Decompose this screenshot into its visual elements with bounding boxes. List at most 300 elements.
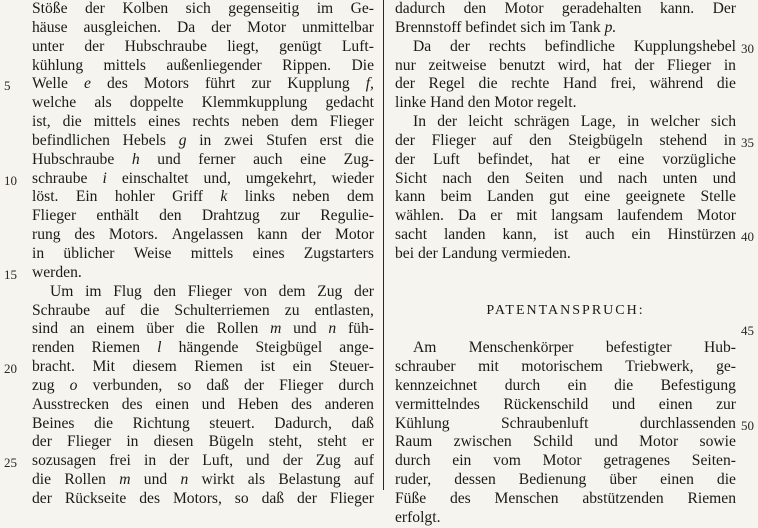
word: sacht [395, 226, 428, 244]
word: Rückseite [64, 489, 127, 507]
word: im [549, 18, 570, 36]
word: Kupplungshebel [633, 37, 736, 55]
word: Ausstrecken [32, 395, 110, 413]
text-line [395, 170, 736, 189]
text-line [32, 94, 374, 113]
word: hat [550, 150, 571, 168]
word: Hebels [122, 131, 166, 149]
text-line [32, 320, 374, 339]
line-number-left: 5 [4, 78, 11, 94]
word: zur [251, 75, 272, 93]
word: Füße [395, 489, 427, 507]
word: der [354, 282, 374, 300]
word: Zug [315, 452, 341, 470]
blank-line [395, 264, 736, 283]
word: Seiten [524, 169, 564, 187]
text-line [32, 0, 374, 19]
word: landen [443, 226, 486, 244]
word: Flieger [279, 376, 324, 394]
word: durch [504, 376, 541, 394]
word: abstützenden [582, 489, 664, 507]
word: den [487, 169, 510, 187]
word: rung [32, 226, 61, 244]
word: laufendem [617, 207, 683, 225]
line-number-right: 30 [741, 40, 754, 56]
word: löst. [32, 188, 59, 206]
word: Klemmkupplung [201, 94, 308, 112]
word: ist, [32, 113, 51, 131]
word: Flieger [667, 56, 712, 74]
word: nach [442, 169, 472, 187]
word: hohler [114, 188, 155, 206]
word: Luft, [202, 452, 234, 470]
word: rechte [511, 75, 550, 93]
text-line [395, 207, 736, 226]
text-line [395, 245, 736, 264]
text-line [32, 113, 374, 132]
word: der [32, 433, 52, 451]
word: der [282, 452, 303, 470]
word: die [614, 376, 634, 394]
word: Flieger [32, 207, 77, 225]
word: unter [32, 37, 65, 55]
word: welcher [650, 113, 700, 131]
text-line [32, 471, 374, 490]
word: der [169, 452, 190, 470]
text-line [32, 188, 374, 207]
word: liegt, [227, 37, 259, 55]
word: der [395, 150, 415, 168]
word: dem [278, 282, 306, 300]
word: einen [660, 471, 694, 489]
word: doppelte [129, 94, 184, 112]
word: der [84, 37, 105, 55]
word: über [609, 471, 638, 489]
word: Befestigung [660, 376, 736, 394]
word: so [234, 489, 249, 507]
word: Steuer- [329, 358, 374, 376]
word: Sicht [395, 169, 428, 187]
word: Flieger [67, 433, 112, 451]
word: der [32, 489, 52, 507]
word: auch [253, 150, 283, 168]
word: auf [353, 471, 374, 489]
word: Stelle [700, 188, 736, 206]
word: Hand [562, 75, 597, 93]
word: durchlassenden [639, 414, 736, 432]
blank-line [395, 320, 736, 339]
word: wirkt [201, 471, 235, 489]
word: auch [585, 226, 615, 244]
word: Hand [430, 94, 468, 112]
word: zeitweise [428, 56, 487, 74]
word: dem [290, 113, 318, 131]
word: o [69, 376, 78, 394]
word: und [246, 452, 270, 470]
word: neben [241, 113, 279, 131]
word: eine [300, 150, 327, 168]
word: ein [631, 226, 651, 244]
word: den [159, 207, 182, 225]
word: der [301, 226, 322, 244]
word: des [139, 489, 161, 507]
word: sich [185, 0, 211, 17]
word: verbunden, [92, 376, 163, 394]
line-number-right: 40 [741, 229, 754, 245]
word: Schraubenluft [500, 414, 589, 432]
word: k [220, 188, 228, 206]
word: mittels [103, 56, 146, 74]
word: Richtung [132, 414, 190, 432]
word: schraube [32, 169, 88, 187]
word: schrägen [514, 113, 570, 131]
word: entlasten, [314, 301, 374, 319]
word: des [291, 395, 312, 413]
word: dem [347, 188, 374, 206]
word: den [529, 131, 552, 149]
text-line [32, 245, 374, 264]
text-line [32, 415, 374, 434]
word: der [84, 0, 105, 17]
word: ferner [198, 150, 236, 168]
word: steht, [268, 433, 303, 451]
word: unten [662, 169, 698, 187]
word: der [417, 244, 442, 262]
text-line [395, 226, 736, 245]
word: die [32, 471, 52, 489]
word: den [467, 94, 495, 112]
word: frei [109, 452, 131, 470]
word: Raum [395, 433, 433, 451]
word: zu [284, 301, 300, 319]
text-line [32, 358, 374, 377]
word: im [316, 0, 334, 17]
word: unmittelbar [302, 18, 374, 36]
text-line [32, 452, 374, 471]
word: welche [32, 94, 77, 112]
word: Stöße [32, 0, 68, 17]
text-line [395, 471, 736, 490]
word: geeignete [625, 188, 686, 206]
word: die [716, 75, 736, 93]
word: zwei [224, 131, 254, 149]
word: erfolgt. [395, 508, 441, 526]
word: ist [260, 358, 276, 376]
word: Da [177, 18, 196, 36]
word: linke [395, 94, 431, 112]
word: Am [413, 339, 437, 357]
word: er [588, 150, 601, 168]
word: daß [351, 414, 374, 432]
word: stehend [659, 131, 708, 149]
word: Ge- [350, 0, 374, 17]
word: leicht [468, 113, 503, 131]
word: hat [602, 56, 622, 74]
text-line [395, 452, 736, 471]
word: in [126, 433, 139, 451]
word: Brennstoff [395, 18, 466, 36]
word: mit [516, 207, 538, 225]
text-line [32, 207, 374, 226]
word: mittels [190, 244, 234, 262]
text-line [32, 302, 374, 321]
word: Motors, [172, 489, 222, 507]
word: frei, [610, 75, 636, 93]
text-line [32, 433, 374, 452]
word: Flug [113, 282, 142, 300]
word: Schild [533, 433, 573, 451]
word: ausgleichen. [83, 18, 162, 36]
text-line [32, 396, 374, 415]
word: Angelassen [171, 226, 244, 244]
word: die [93, 414, 114, 432]
word: befindet [465, 18, 521, 36]
text-line [395, 0, 736, 19]
text-line [395, 132, 736, 151]
word: der [211, 18, 232, 36]
text-line [32, 19, 374, 38]
word: als [94, 94, 112, 112]
section-heading [395, 302, 736, 321]
text-line [395, 151, 736, 170]
word: rechts [488, 37, 526, 55]
word: Landung [441, 244, 502, 262]
word: Beines [32, 414, 75, 432]
word: ge- [716, 358, 736, 376]
word: Weise [133, 244, 172, 262]
word: Heben [237, 395, 279, 413]
word: dessen [454, 471, 496, 489]
word: Riemen [687, 489, 736, 507]
word: Dadurch, [274, 414, 332, 432]
word: dadurch [395, 0, 446, 17]
text-line [32, 151, 374, 170]
word: von [243, 282, 267, 300]
word: Zug- [343, 150, 374, 168]
text-line [395, 57, 736, 76]
word: Seiten- [691, 452, 736, 470]
text-line [395, 19, 736, 38]
word: und, [203, 169, 231, 187]
word: m [119, 471, 131, 489]
word: auf [105, 301, 126, 319]
word: Flieger [329, 489, 374, 507]
word: einschaltet [121, 169, 189, 187]
word: Luft [432, 150, 460, 168]
word: sozusagen [32, 452, 97, 470]
word: in [199, 131, 212, 149]
word: Triebwerk, [625, 358, 694, 376]
word: Rollen [64, 471, 106, 489]
text-line [32, 377, 374, 396]
word: anderen [324, 395, 374, 413]
word: Schraube [32, 301, 91, 319]
word: Motor [247, 18, 287, 36]
word: sich [710, 113, 736, 131]
word: Der [712, 0, 736, 17]
word: und [157, 150, 181, 168]
word: Mit [92, 358, 115, 376]
word: Stufen [266, 131, 307, 149]
word: einen [155, 395, 189, 413]
text-line [395, 396, 736, 415]
word: kann, [502, 226, 537, 244]
word: Motor [542, 452, 582, 470]
word: befindet, [477, 150, 533, 168]
word: auf [492, 131, 513, 149]
word: f, [365, 75, 374, 93]
word: Bügeln [208, 433, 254, 451]
word: gedacht [325, 94, 374, 112]
word: eine [584, 188, 611, 206]
word: als [247, 471, 266, 489]
word: Hubschraube [124, 37, 207, 55]
line-number-left: 20 [4, 361, 17, 377]
word: Steigbügel [255, 339, 323, 357]
word: Welle [32, 75, 68, 93]
word: häuse [32, 18, 68, 36]
word: eine [618, 150, 645, 168]
text-line [32, 57, 374, 76]
word: ein [567, 376, 587, 394]
word: Um [50, 282, 74, 300]
text-line [32, 170, 374, 189]
word: schrauber [395, 358, 456, 376]
word: den [463, 0, 487, 17]
word: Kolben [122, 0, 169, 17]
word: der [634, 56, 655, 74]
word: neben [292, 188, 330, 206]
word: daß [206, 376, 229, 394]
word: n [328, 320, 337, 338]
word: Rückenschild [503, 395, 589, 413]
word: Zugstarters [303, 244, 374, 262]
word: der [244, 376, 264, 394]
text-line [395, 94, 736, 113]
line-number-left: 10 [4, 172, 17, 188]
word: ein [292, 358, 312, 376]
word: der [437, 113, 458, 131]
word: Menschen [494, 489, 559, 507]
word: getragenes [603, 452, 671, 470]
word: und [594, 433, 618, 451]
word: Riemen [194, 358, 243, 376]
text-line [32, 75, 374, 94]
word: der [450, 37, 470, 55]
word: Belastung [278, 471, 341, 489]
line-number-right: 45 [741, 323, 754, 339]
word: Da [457, 207, 477, 225]
word: zur [716, 395, 736, 413]
word: Griff [172, 188, 203, 206]
word: durch [395, 452, 431, 470]
word: den [153, 282, 177, 300]
word: kennzeichnet [395, 376, 478, 394]
word: links [244, 188, 276, 206]
word: die [62, 113, 82, 131]
word: in [627, 113, 640, 131]
text-line [395, 433, 736, 452]
word: mit [478, 358, 499, 376]
word: der [395, 75, 415, 93]
word: umgekehrt, [245, 169, 317, 187]
word: Regel [428, 75, 465, 93]
word: Landen [487, 188, 534, 206]
word: führt [204, 75, 236, 93]
word: befestigter [605, 339, 672, 357]
word: Kühlung [395, 414, 450, 432]
word: die [716, 471, 736, 489]
text-line [32, 226, 374, 245]
word: Motor [504, 0, 544, 17]
word: des [107, 75, 128, 93]
word: in [143, 452, 157, 470]
word: rechts [192, 113, 230, 131]
word: Regulie- [320, 207, 374, 225]
word: vermittelndes [395, 395, 480, 413]
word: kann [257, 226, 288, 244]
word: eines [252, 244, 285, 262]
word: l [157, 339, 162, 357]
word: sowie [699, 433, 736, 451]
word: kann [395, 188, 426, 206]
word: regelt. [537, 94, 577, 112]
word: Zug [317, 282, 343, 300]
text-line [32, 38, 374, 57]
word: füh- [347, 320, 374, 338]
word: beim [440, 188, 472, 206]
word: mittels [93, 113, 137, 131]
word: er [361, 433, 374, 451]
word: des [121, 395, 143, 413]
word: kühlung [32, 56, 84, 74]
word: wählen. [395, 207, 444, 225]
word: Rippen. [282, 56, 332, 74]
text-line [395, 188, 736, 207]
word: Schulterriemen [174, 301, 270, 319]
word: Motor [639, 433, 679, 451]
word: die [478, 75, 498, 93]
word: e [84, 75, 91, 93]
word: sich [520, 18, 550, 36]
heading-text: PATENTANSPRUCH: [486, 302, 645, 318]
word: des [449, 489, 471, 507]
word: h [131, 150, 140, 168]
word: Kupplung [287, 75, 350, 93]
word: in [32, 244, 45, 262]
word: in [723, 131, 736, 149]
line-number-left: 25 [4, 455, 17, 471]
word: und [201, 395, 226, 413]
column-divider [383, 0, 384, 490]
right-text-column [395, 0, 736, 528]
word: Hub- [703, 339, 736, 357]
word: zur [280, 207, 301, 225]
text-line [395, 509, 736, 528]
word: zug [32, 376, 55, 394]
word: und [712, 169, 736, 187]
text-line [32, 283, 374, 302]
word: renden [32, 339, 75, 357]
word: Bedienung [518, 471, 587, 489]
word: Motor [697, 207, 736, 225]
word: p. [604, 18, 617, 36]
text-line [395, 75, 736, 94]
word: wieder [331, 169, 374, 187]
word: steht [317, 433, 347, 451]
word: geradehalten [561, 0, 642, 17]
word: er [490, 207, 503, 225]
